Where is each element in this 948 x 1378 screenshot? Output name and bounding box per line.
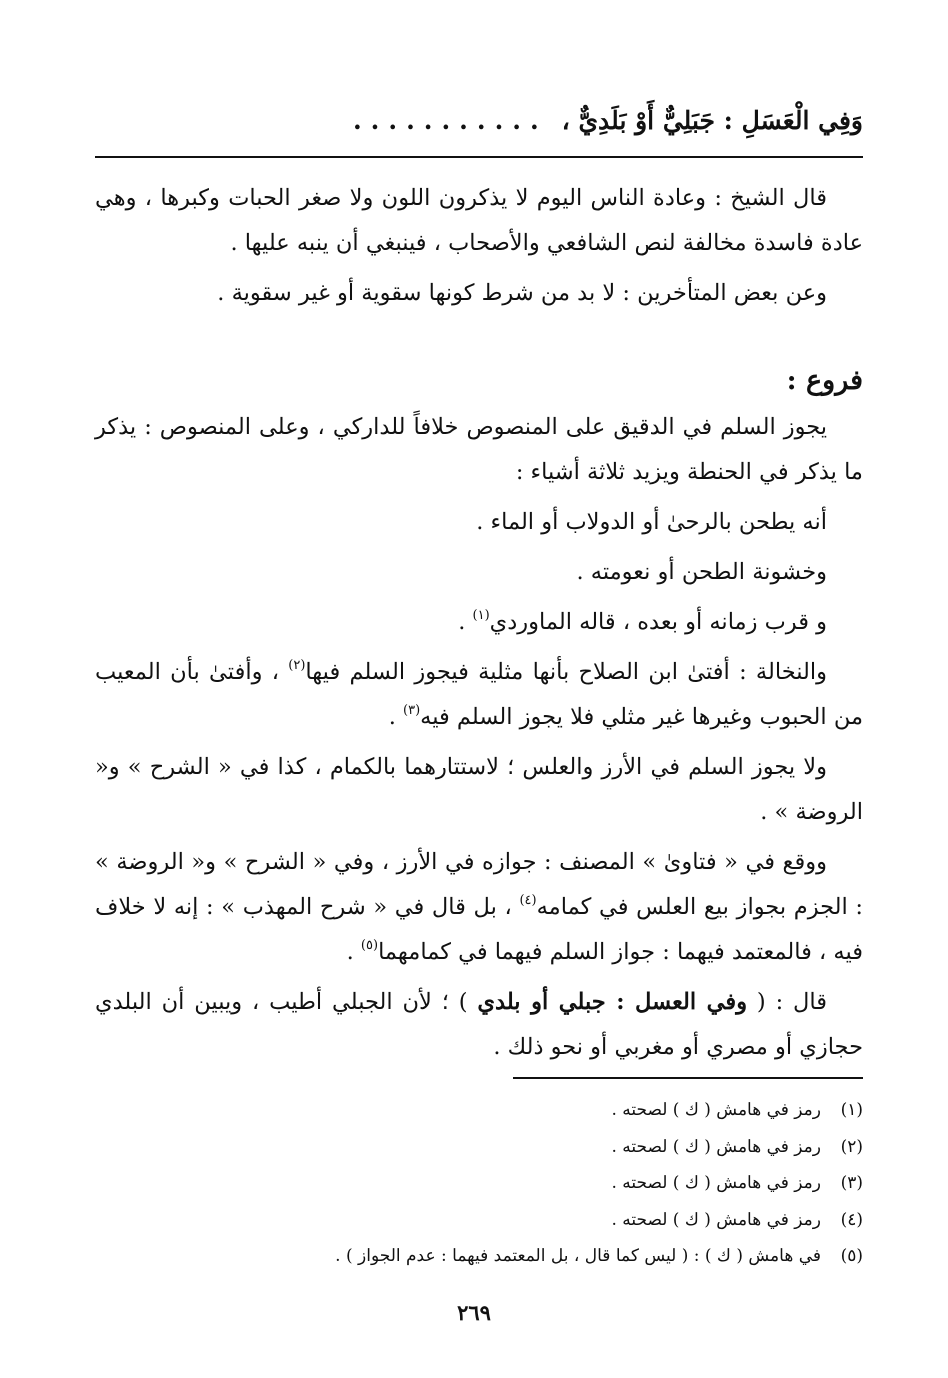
footnote <box>95 1238 863 1275</box>
footnote-number: (٣) <box>840 1173 863 1193</box>
p4-end: . <box>458 609 473 635</box>
main-body <box>95 405 863 1075</box>
p5-text-b: ، وأفتىٰ بأن المعيب من الحبوب وغيرها غير مثلي فلا يجوز السلم فيه <box>95 659 863 730</box>
section-heading: فروع : <box>786 365 863 396</box>
verse-text: وَفِي الْعَسَلِ : جَبَلِيٌّ أَوْ بَلَدِيٌّ ، <box>561 106 863 135</box>
p8-text-b: ) ؛ لأن الجبلي أطيب ، ويبين أن البلدي حجازي أو مصري أو مغربي أو نحو ذلك . <box>95 989 863 1060</box>
p7-end: . <box>346 939 361 965</box>
header-rule <box>95 156 863 158</box>
page-number: ٢٦٩ <box>457 1300 491 1325</box>
body-paragraph-1: يجوز السلم في الدقيق على المنصوص خلافاً للداركي ، وعلى المنصوص : يذكر ما يذكر في الحنطة ويزيد ثلاثة أشياء : <box>95 414 863 485</box>
p8-text-a: قال : ( <box>747 989 827 1015</box>
footnote <box>95 1165 863 1202</box>
footnote-number: (١) <box>840 1100 863 1120</box>
footnote-ref-1[interactable]: (١) <box>472 608 490 623</box>
body-paragraph-4 <box>95 600 863 645</box>
p8-quoted-matn: وفي العسل : جبلي أو بلدي <box>477 989 748 1015</box>
body-paragraph-5 <box>95 650 863 740</box>
footnote-number: (٤) <box>840 1209 863 1230</box>
body-paragraph-3: وخشونة الطحن أو نعومته . <box>576 559 827 585</box>
footnote-number: (٢) <box>840 1136 863 1157</box>
intro-commentary <box>95 176 863 321</box>
footnote-text: رمز في هامش ( ك ) لصحته . <box>611 1100 821 1120</box>
header-verse <box>95 96 863 146</box>
body-paragraph-7 <box>95 840 863 975</box>
p7-text-b: ، بل قال في « شرح المهذب » : إنه لا خلاف فيه ، فالمعتمد فيهما : جواز السلم فيهما في كمامهما <box>95 894 863 965</box>
footnote-text: في هامش ( ك ) : ( ليس كما قال ، بل المعتمد فيهما : عدم الجواز ) . <box>335 1246 821 1266</box>
footnote-ref-4[interactable]: (٤) <box>519 893 537 908</box>
footnote <box>95 1202 863 1239</box>
footnote-text: رمز في هامش ( ك ) لصحته . <box>611 1173 821 1193</box>
footnotes <box>95 1092 863 1275</box>
intro-paragraph-1: قال الشيخ : وعادة الناس اليوم لا يذكرون اللون ولا صغر الحبات وكبرها ، وهي عادة فاسدة مخالفة لنص الشافعي والأصحاب ، فينبغي أن ينبه عليها . <box>95 185 863 256</box>
footnote-ref-2[interactable]: (٢) <box>288 658 306 673</box>
footnote-text: رمز في هامش ( ك ) لصحته . <box>611 1136 821 1157</box>
footnote-ref-3[interactable]: (٣) <box>403 703 421 718</box>
footnote-text: رمز في هامش ( ك ) لصحته . <box>611 1209 821 1230</box>
intro-paragraph-2: وعن بعض المتأخرين : لا بد من شرط كونها سقوية أو غير سقوية . <box>217 280 827 306</box>
p5-end: . <box>388 704 403 730</box>
body-paragraph-8 <box>95 980 863 1070</box>
footnote <box>95 1129 863 1166</box>
footnote-ref-5[interactable]: (٥) <box>360 938 379 953</box>
verse-dots: ........... <box>352 106 548 135</box>
body-paragraph-6: ولا يجوز السلم في الأرز والعلس ؛ لاستتارهما بالكمام ، كذا في « الشرح » و« الروضة » . <box>95 754 863 825</box>
body-paragraph-2: أنه يطحن بالرحىٰ أو الدولاب أو الماء . <box>476 509 827 535</box>
p7-text-a: ووقع في « فتاوىٰ » المصنف : جوازه في الأرز ، وفي « الشرح » و« الروضة » : الجزم بجواز بيع العلس في كمامه <box>95 849 863 920</box>
footnote <box>95 1092 863 1129</box>
p4-text: و قرب زمانه أو بعده ، قاله الماوردي <box>489 609 827 635</box>
p5-text-a: والنخالة : أفتىٰ ابن الصلاح بأنها مثلية فيجوز السلم فيها <box>305 659 827 685</box>
footnote-rule <box>513 1077 863 1079</box>
footnote-number: (٥) <box>840 1246 863 1266</box>
